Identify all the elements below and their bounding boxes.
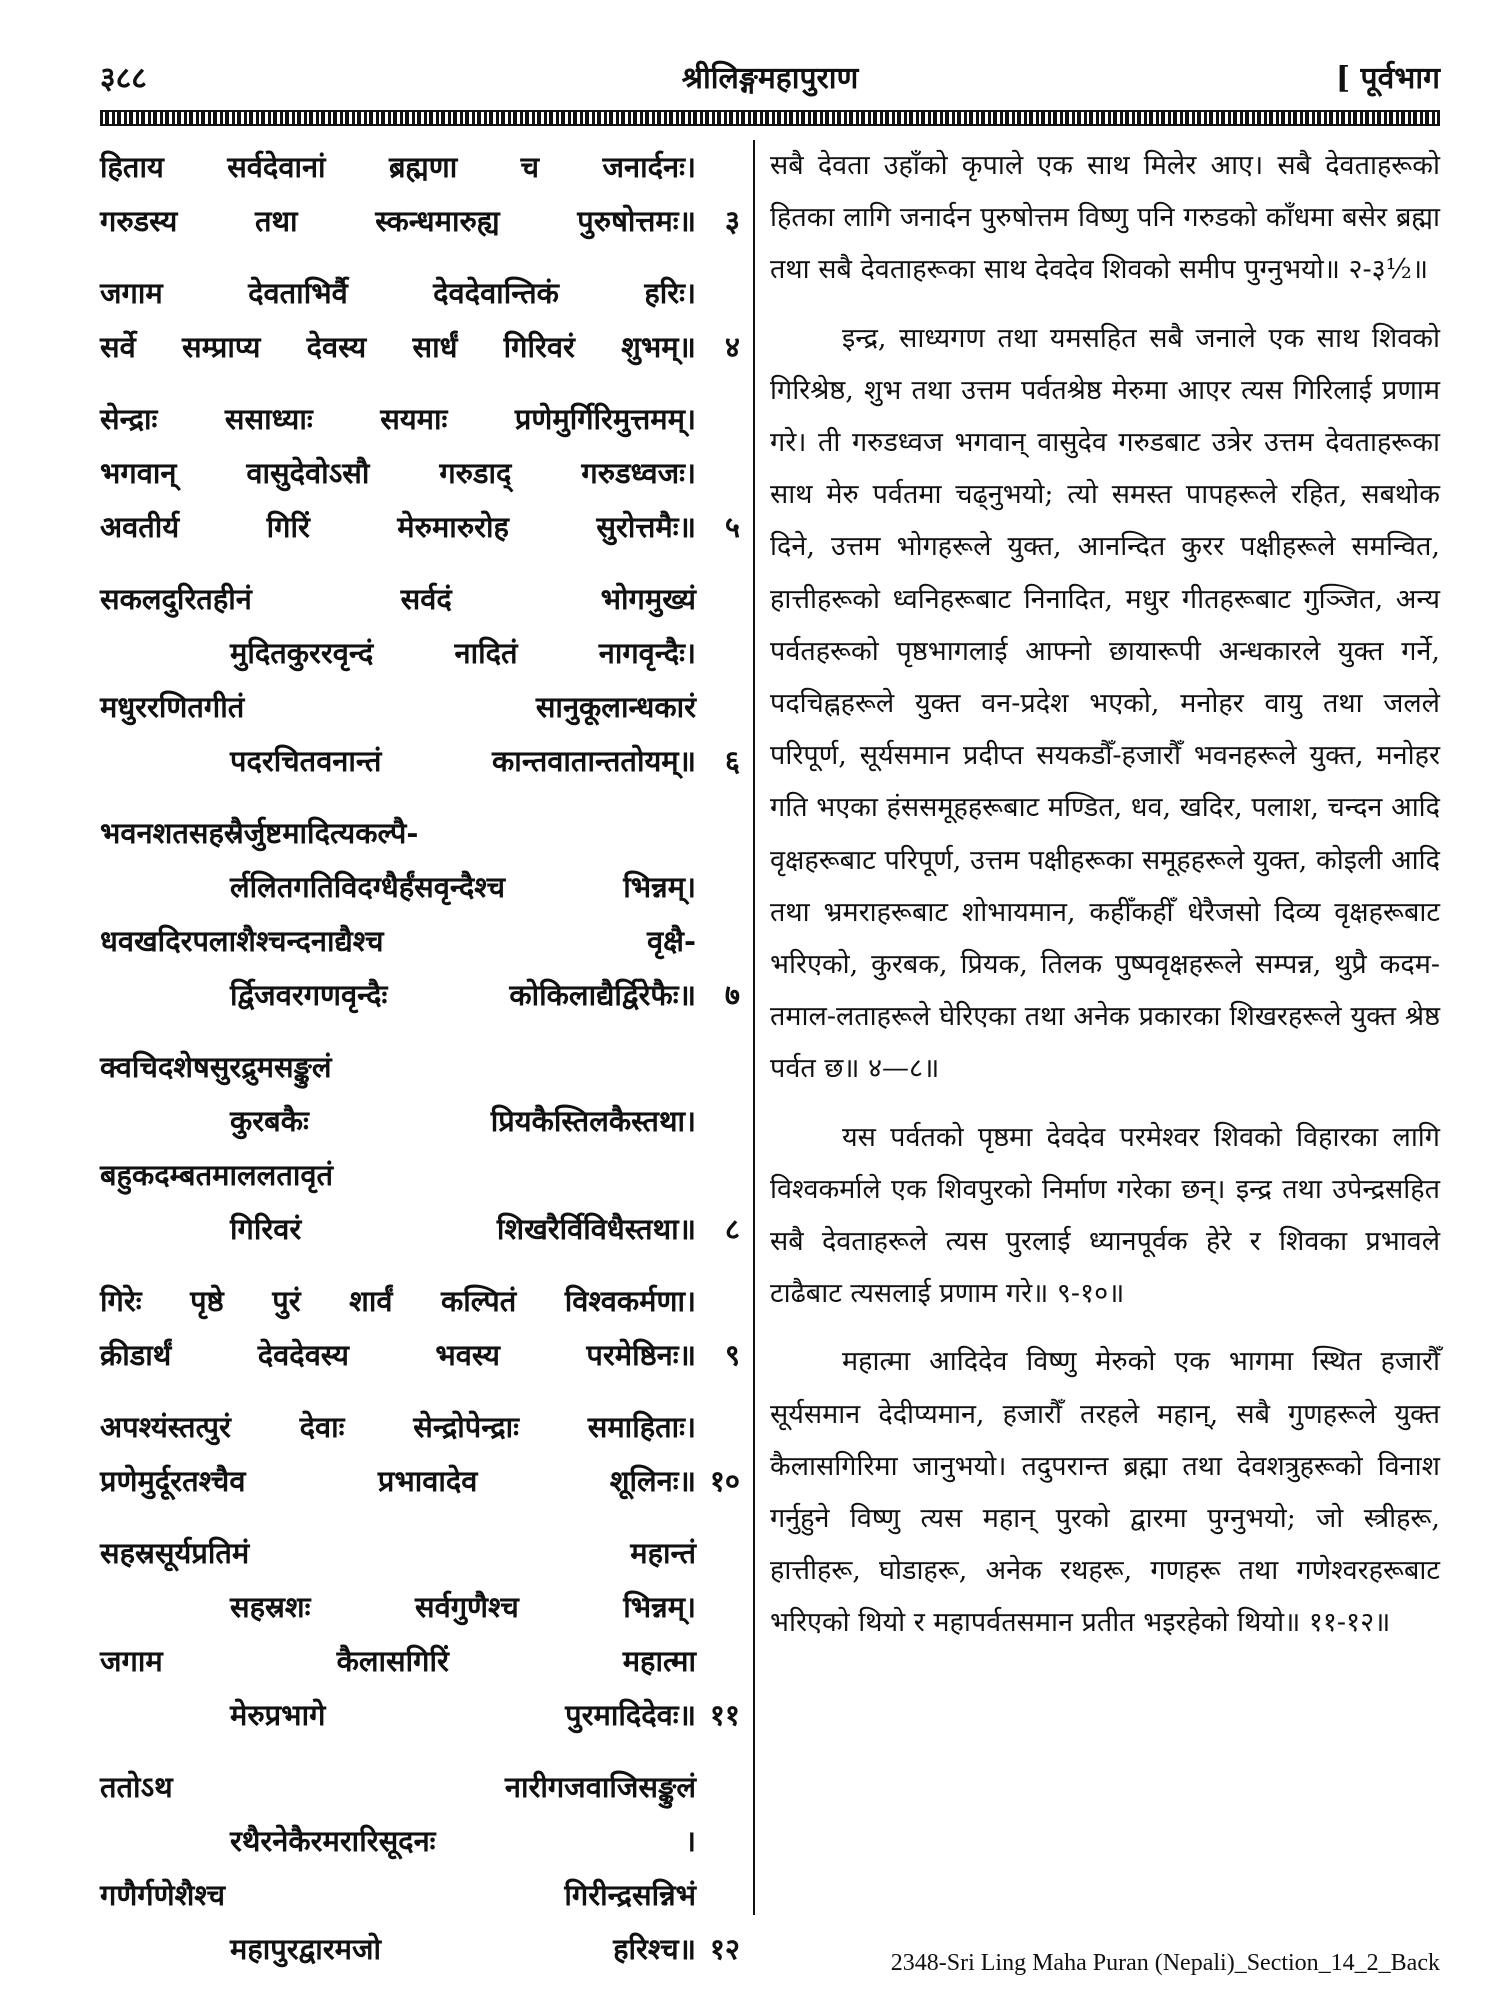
verse-word: क्रीडार्थं	[100, 1338, 172, 1372]
verse-line	[100, 860, 740, 914]
verse-line	[100, 1202, 740, 1256]
verse-block	[100, 1526, 740, 1742]
verse-line	[100, 1688, 740, 1742]
footer-code: 2348-Sri Ling Maha Puran (Nepali)_Section_14_2_Back	[890, 1950, 1440, 1976]
verse-word: शूलिनः॥	[609, 1464, 696, 1498]
verse-number: ७	[724, 978, 740, 1012]
verse-number: ८	[724, 1212, 740, 1246]
verse-word: पुरुषोत्तमः॥	[577, 204, 696, 238]
verse-word: हिताय	[100, 150, 164, 184]
verse-word: भवनशतसहस्रैर्जुष्टमादित्यकल्पै-	[100, 816, 419, 850]
verse-word: गरुडस्य	[100, 204, 178, 238]
verse-word: पदरचितवनान्तं	[230, 744, 382, 778]
verse-word: कैलासगिरिं	[336, 1644, 449, 1678]
verse-word: ततोऽथ	[100, 1770, 173, 1804]
verse-line	[100, 1526, 740, 1580]
verse-line	[100, 392, 740, 446]
verse-word: प्रियकैस्तिलकैस्तथा।	[490, 1104, 696, 1138]
verse-word: देवस्य	[306, 330, 367, 364]
verse-word: धवखदिरपलाशैश्चन्दनाद्यैश्च	[100, 924, 384, 958]
verse-word: शुभम्॥	[621, 330, 696, 364]
verse-word: गिरेः	[100, 1284, 142, 1318]
translation-paragraph: यस पर्वतको पृष्ठमा देवदेव परमेश्वर शिवको विहारका लागि विश्वकर्माले एक शिवपुरको निर्माण गरेका छन्। इन्द्र तथा उपेन्द्रसहित सबै देवताहरूले त्यस पुरलाई ध्यानपूर्वक हेरे र शिवका प्रभावले टाढैबाट त्यसलाई प्रणाम गरे॥ ९-१०॥	[770, 1121, 1440, 1310]
verse-block	[100, 1040, 740, 1256]
verse-word: गणैर्गणेशैश्च	[100, 1878, 226, 1912]
verse-word: गिरिवरं	[230, 1212, 302, 1246]
verse-word: क्वचिदशेषसुरद्रुमसङ्कुलं	[100, 1050, 332, 1084]
verse-number: १०	[709, 1464, 740, 1498]
verse-word: गरुडध्वजः।	[581, 456, 696, 490]
verse-word: मेरुप्रभागे	[230, 1698, 326, 1732]
verse-word: गिरिं	[266, 510, 310, 544]
verse-word: देवाः	[299, 1410, 345, 1444]
verse-line	[100, 1868, 740, 1922]
verse-word: प्रणेमुर्गिरिमुत्तमम्।	[514, 402, 696, 436]
verse-line	[100, 1040, 740, 1094]
verse-word: भिन्नम्।	[623, 1590, 696, 1624]
verse-word: जगाम	[100, 276, 163, 310]
verse-word: कोकिलाद्यैर्द्विरेफैः॥	[509, 978, 696, 1012]
verse-line	[100, 1814, 740, 1868]
verse-line	[100, 1148, 740, 1202]
verse-word: भोगमुख्यं	[600, 582, 696, 616]
page-header	[100, 56, 1440, 108]
verse-word: स्कन्धमारुह्य	[375, 204, 500, 238]
verse-word: रथैरनेकैरमरारिसूदनः	[230, 1824, 436, 1858]
verse-word: गिरिवरं	[503, 330, 575, 364]
verse-word: बहुकदम्बतमाललतावृतं	[100, 1158, 334, 1192]
verse-word: सार्धं	[412, 330, 458, 364]
verse-line	[100, 1328, 740, 1382]
verse-line	[100, 572, 740, 626]
section-label: [ पूर्वभाग	[1335, 61, 1440, 96]
verse-word: कान्तवातान्ततोयम्॥	[492, 744, 696, 778]
verse-word: परमेष्ठिनः॥	[586, 1338, 696, 1372]
verse-line	[100, 1400, 740, 1454]
verse-block	[100, 1760, 740, 1976]
verse-word: सम्प्राप्य	[181, 330, 261, 364]
verse-line	[100, 320, 740, 374]
verse-word: तथा	[254, 204, 298, 238]
verse-word: मेरुमारुरोह	[397, 510, 509, 544]
verse-line	[100, 626, 740, 680]
verse-block	[100, 266, 740, 374]
verse-word: सहस्रसूर्यप्रतिमं	[100, 1536, 250, 1570]
verse-word: भगवान्	[100, 456, 177, 490]
verse-word: नागवृन्दैः।	[598, 636, 696, 670]
verse-word: प्रणेमुर्दूरतश्चैव	[100, 1464, 246, 1498]
verse-line	[100, 806, 740, 860]
verse-word: सकलदुरितहीनं	[100, 582, 252, 616]
verse-word: देवताभिर्वै	[248, 276, 348, 310]
verse-word: हरिः।	[644, 276, 696, 310]
verse-word: ब्रह्मणा	[388, 150, 458, 184]
column-divider	[753, 140, 755, 1915]
verse-word: र्द्विजवरगणवृन्दैः	[230, 978, 388, 1012]
verse-word: मधुररणितगीतं	[100, 690, 245, 724]
verse-word: ।	[685, 1824, 696, 1858]
verse-line	[100, 914, 740, 968]
verse-word: शिखरैर्विविधैस्तथा॥	[496, 1212, 696, 1246]
verse-number: १२	[709, 1932, 740, 1966]
sanskrit-verses-column	[100, 140, 740, 1966]
verse-word: नारीगजवाजिसङ्कुलं	[504, 1770, 696, 1804]
verse-number: ११	[709, 1698, 740, 1732]
verse-word: भिन्नम्।	[623, 870, 696, 904]
verse-word: सहस्रशः	[230, 1590, 311, 1624]
verse-word: गिरीन्द्रसन्निभं	[564, 1878, 696, 1912]
verse-word: नादितं	[454, 636, 518, 670]
verse-word: जगाम	[100, 1644, 163, 1678]
verse-number: ६	[724, 744, 740, 778]
page-title: श्रीलिङ्गमहापुराण	[681, 61, 859, 96]
verse-line	[100, 1454, 740, 1508]
verse-block	[100, 572, 740, 788]
verse-word: पृष्ठे	[190, 1284, 224, 1318]
verse-word: पुरं	[272, 1284, 301, 1318]
verse-word: शार्वं	[349, 1284, 393, 1318]
verse-word: समाहिताः।	[587, 1410, 696, 1444]
verse-word: महात्मा	[622, 1644, 696, 1678]
verse-word: सर्वगुणैश्च	[414, 1590, 519, 1624]
verse-line	[100, 1274, 740, 1328]
verse-word: देवदेवस्य	[257, 1338, 349, 1372]
verse-word: वृक्षै-	[647, 924, 696, 958]
verse-line	[100, 140, 740, 194]
verse-word: सयमाः	[380, 402, 448, 436]
verse-line	[100, 1922, 740, 1976]
verse-line	[100, 266, 740, 320]
verse-word: प्रभावादेव	[377, 1464, 478, 1498]
verse-block	[100, 140, 740, 248]
verse-word: भवस्य	[435, 1338, 500, 1372]
verse-word: कुरबकैः	[230, 1104, 309, 1138]
verse-word: सेन्द्रोपेन्द्राः	[413, 1410, 519, 1444]
verse-word: महान्तं	[630, 1536, 696, 1570]
verse-word: सुरोत्तमैः॥	[596, 510, 696, 544]
verse-word: महापुरद्वारमजो	[230, 1932, 382, 1966]
verse-word: विश्वकर्मणा।	[564, 1284, 696, 1318]
verse-word: जनार्दनः।	[602, 150, 696, 184]
verse-word: सर्वदेवानां	[227, 150, 326, 184]
verse-block	[100, 392, 740, 554]
verse-word: सर्वे	[100, 330, 136, 364]
verse-word: ससाध्याः	[224, 402, 313, 436]
verse-word: सानुकूलान्धकारं	[535, 690, 696, 724]
verse-block	[100, 1400, 740, 1508]
verse-line	[100, 1580, 740, 1634]
translation-paragraph: सबै देवता उहाँको कृपाले एक साथ मिलेर आए। सबै देवताहरूको हितका लागि जनार्दन पुरुषोत्तम विष्णु पनि गरुडको काँधमा बसेर ब्रह्मा तथा सबै देवताहरूका साथ देवदेव शिवको समीप पुग्नुभयो॥ २-३½॥	[770, 150, 1440, 286]
verse-block	[100, 1274, 740, 1382]
verse-word: कल्पितं	[441, 1284, 517, 1318]
verse-number: ३	[724, 204, 740, 238]
verse-word: अपश्यंस्तत्पुरं	[100, 1410, 231, 1444]
verse-line	[100, 1760, 740, 1814]
verse-word: र्ललितगतिविदग्धैर्हंसवृन्दैश्च	[230, 870, 505, 904]
verse-number: ५	[724, 510, 740, 544]
verse-word: गरुडाद्	[439, 456, 512, 490]
nepali-translation-column	[770, 140, 1440, 1915]
translation-paragraph: इन्द्र, साध्यगण तथा यमसहित सबै जनाले एक साथ शिवको गिरिश्रेष्ठ, शुभ तथा उत्तम पर्वतश्रेष्ठ मेरुमा आएर त्यस गिरिलाई प्रणाम गरे। ती गरुडध्वज भगवान् वासुदेव गरुडबाट उत्रेर उत्तम देवताहरूका साथ मेरु पर्वतमा चढ्नुभयो; त्यो समस्त पापहरूले रहित, सबथोक दिने, उत्तम भोगहरूले युक्त, आनन्दित कुरर पक्षीहरूले समन्वित, हात्तीहरूको ध्वनिहरूबाट निनादित, मधुर गीतहरूबाट गुञ्जित, अन्य पर्वतहरूको पृष्ठभागलाई आफ्नो छायारूपी अन्धकारले युक्त गर्ने, पदचिह्नहरूले युक्त वन-प्रदेश भएको, मनोहर वायु तथा जलले परिपूर्ण, सूर्यसमान प्रदीप्त सयकडौँ-हजारौँ भवनहरूले युक्त, मनोहर गति भएका हंससमूहहरूबाट मण्डित, धव, खदिर, पलाश, चन्दन आदि वृक्षहरूबाट परिपूर्ण, उत्तम पक्षीहरूका समूहहरूले युक्त, कोइली आदि तथा भ्रमराहरूबाट शोभायमान, कहीँकहीँ धेरैजसो दिव्य वृक्षहरूबाट भरिएको, कुरबक, प्रियक, तिलक पुष्पवृक्षहरूले सम्पन्न, थुप्रै कदम-तमाल-लताहरूले घेरिएका तथा अनेक प्रकारका शिखरहरूले युक्त श्रेष्ठ पर्वत छ॥ ४—८॥	[770, 322, 1440, 1085]
verse-word: मुदितकुररवृन्दं	[230, 636, 374, 670]
verse-number: ४	[724, 330, 740, 364]
verse-number: ९	[724, 1338, 740, 1372]
verse-word: सर्वदं	[400, 582, 452, 616]
verse-line	[100, 968, 740, 1022]
verse-block	[100, 806, 740, 1022]
verse-line	[100, 194, 740, 248]
verse-line	[100, 734, 740, 788]
verse-line	[100, 500, 740, 554]
verse-word: अवतीर्य	[100, 510, 180, 544]
verse-word: च	[520, 150, 540, 184]
verse-line	[100, 1094, 740, 1148]
verse-word: पुरमादिदेवः॥	[565, 1698, 696, 1732]
verse-line	[100, 1634, 740, 1688]
verse-word: सेन्द्राः	[100, 402, 158, 436]
verse-line	[100, 680, 740, 734]
page-number: ३८८	[100, 61, 147, 96]
verse-word: देवदेवान्तिकं	[433, 276, 559, 310]
decorative-border	[100, 110, 1440, 126]
verse-line	[100, 446, 740, 500]
verse-word: वासुदेवोऽसौ	[246, 456, 370, 490]
verse-word: हरिश्च॥	[613, 1932, 696, 1966]
translation-paragraph: महात्मा आदिदेव विष्णु मेरुको एक भागमा स्थित हजारौँ सूर्यसमान देदीप्यमान, हजारौँ तरहले महान्, सबै गुणहरूले युक्त कैलासगिरिमा जानुभयो। तदुपरान्त ब्रह्मा तथा देवशत्रुहरूको विनाश गर्नुहुने विष्णु त्यस महान् पुरको द्वारमा पुग्नुभयो; जो स्त्रीहरू, हात्तीहरू, घोडाहरू, अनेक रथहरू, गणहरू तथा गणेश्वरहरूबाट भरिएको थियो र महापर्वतसमान प्रतीत भइरहेको थियो॥ ११-१२॥	[770, 1346, 1440, 1639]
